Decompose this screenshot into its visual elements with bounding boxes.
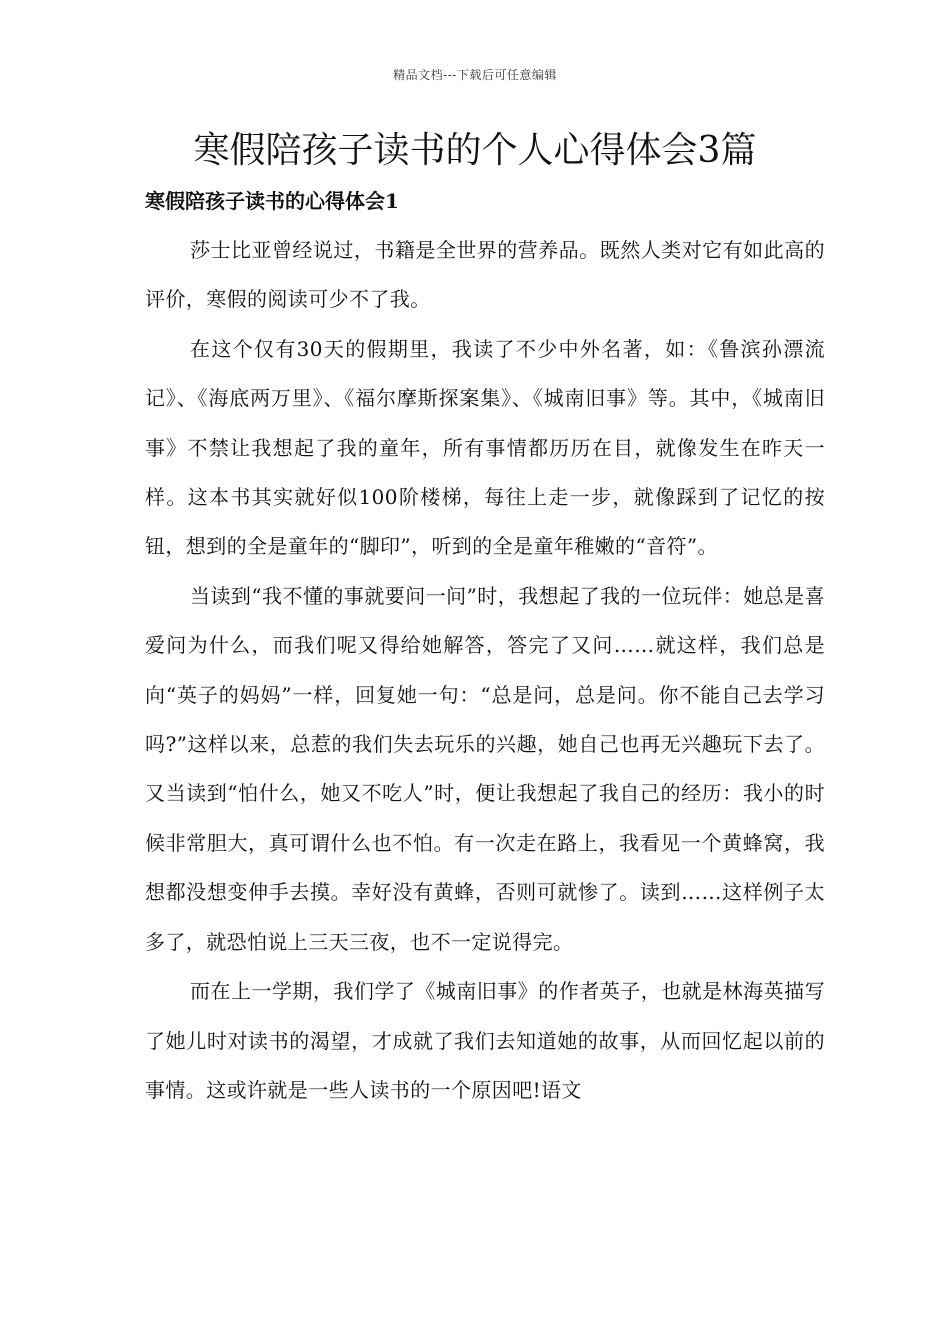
document-title: 寒假陪孩子读书的个人心得体会3篇	[193, 130, 757, 171]
paragraph-1: 莎士比亚曾经说过，书籍是全世界的营养品。既然人类对它有如此高的评价，寒假的阅读可少不了我。	[145, 238, 825, 312]
section-heading: 寒假陪孩子读书的心得体会1	[145, 189, 399, 213]
document-body	[145, 226, 825, 1115]
paragraph-2: 在这个仅有30天的假期里，我读了不少中外名著，如：《鲁滨孙漂流记》、《海底两万里》、《福尔摩斯探案集》、《城南旧事》等。其中，《城南旧事》不禁让我想起了我的童年，所有事情都历历在目，就像发生在昨天一样。这本书其实就好似100阶楼梯，每往上走一步，就像踩到了记忆的按钮，想到的全是童年的“脚印”，听到的全是童年稚嫩的“音符”。	[145, 336, 825, 559]
paragraph-3: 当读到“我不懂的事就要问一问”时，我想起了我的一位玩伴：她总是喜爱问为什么，而我们呢又得给她解答，答完了又问……就这样，我们总是向“英子的妈妈”一样，回复她一句：“总是问，总是问。你不能自己去学习吗?”这样以来，总惹的我们失去玩乐的兴趣，她自己也再无兴趣玩下去了。又当读到“怕什么，她又不吃人”时，便让我想起了我自己的经历：我小的时候非常胆大，真可谓什么也不怕。有一次走在路上，我看见一个黄蜂窝，我想都没想变伸手去摸。幸好没有黄蜂，否则可就惨了。读到……这样例子太多了，就恐怕说上三天三夜，也不一定说得完。	[145, 583, 825, 954]
paragraph-4: 而在上一学期，我们学了《城南旧事》的作者英子，也就是林海英描写了她儿时对读书的渴望，才成就了我们去知道她的故事，从而回忆起以前的事情。这或许就是一些人读书的一个原因吧!语文	[145, 979, 825, 1102]
header-note: 精品文档---下载后可任意编辑	[393, 68, 557, 82]
